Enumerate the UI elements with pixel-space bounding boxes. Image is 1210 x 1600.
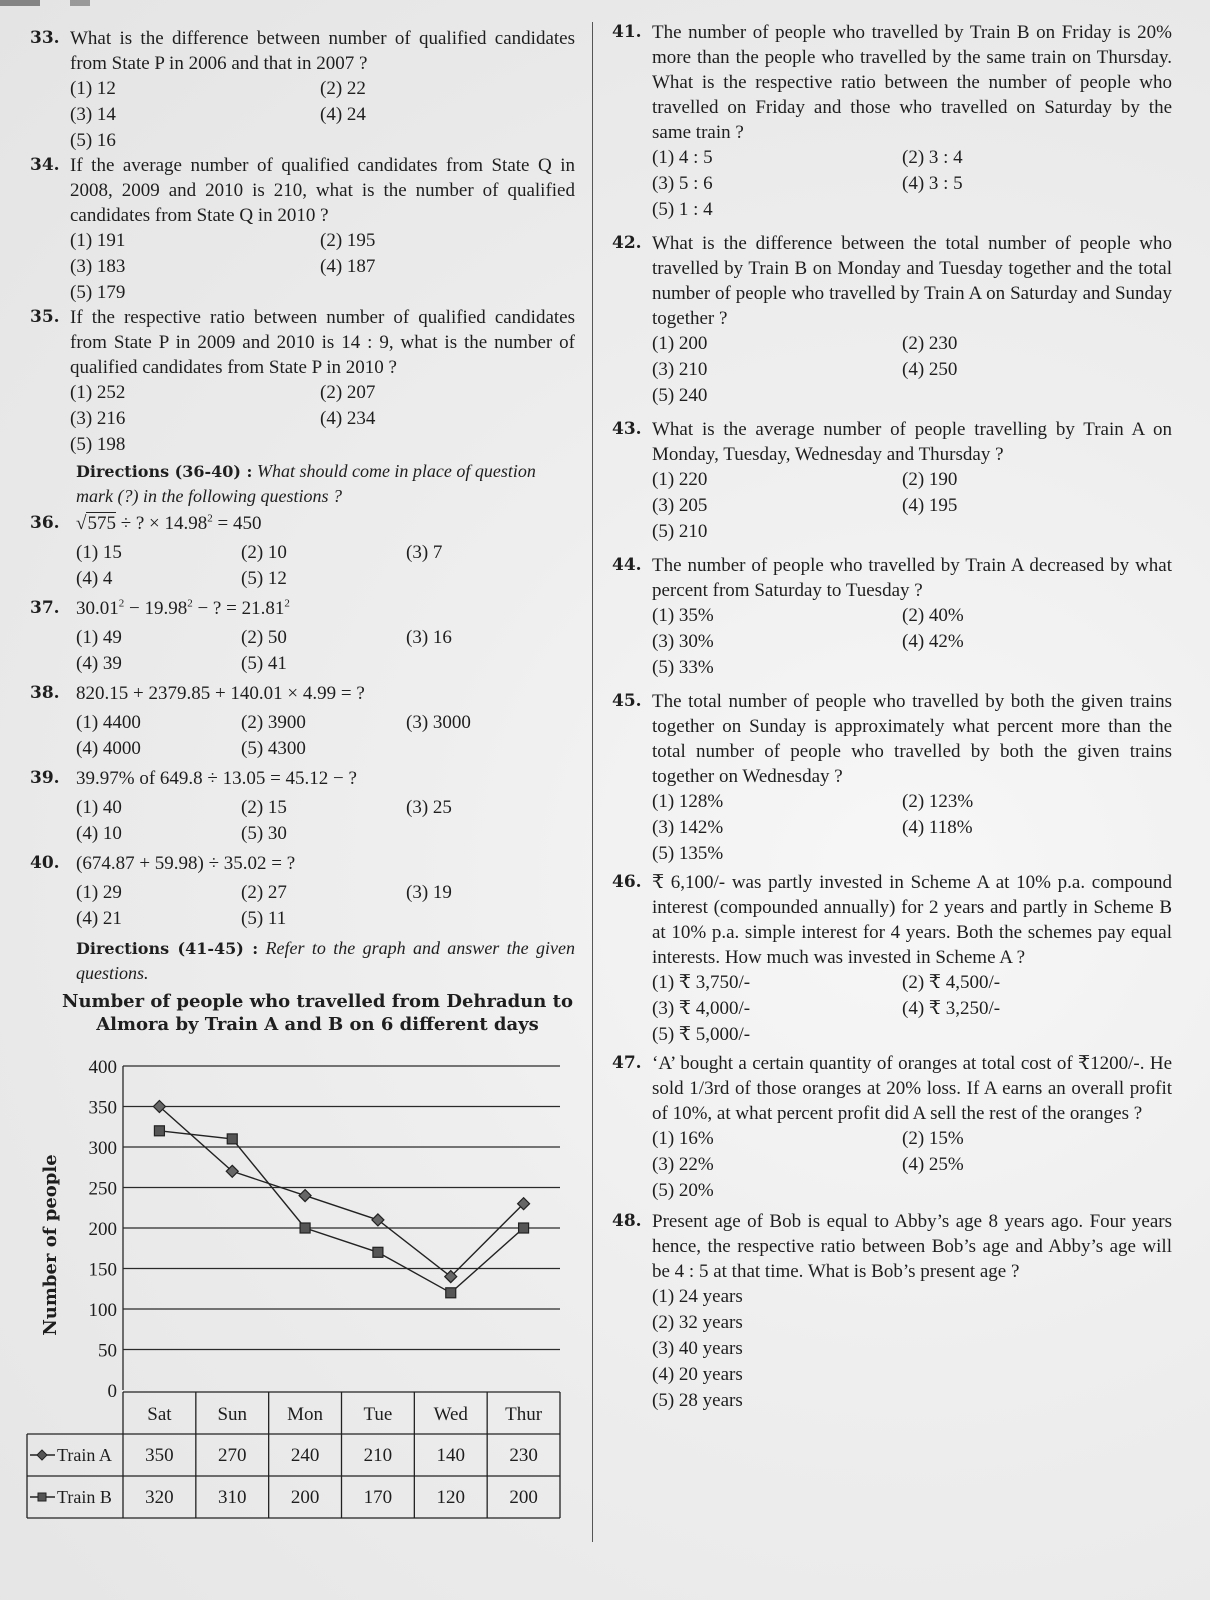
option-4: (4) 118%: [902, 817, 973, 838]
option-4: (4) ₹ 3,250/-: [902, 998, 1001, 1019]
question-33: [30, 26, 575, 153]
question-expression: (674.87 + 59.98) ÷ 35.02 = ?: [76, 853, 296, 874]
directions-label: Directions (41-45) :: [76, 939, 259, 958]
y-axis-label: Number of people: [40, 1154, 61, 1336]
question-number: 46.: [612, 872, 642, 892]
exponent: 2: [284, 597, 290, 610]
option-3: (3) 210: [652, 359, 708, 380]
option-1: (1) 12: [70, 78, 116, 99]
answer-options: [652, 970, 1172, 1047]
expression-part: ÷ ? × 14.98: [120, 513, 208, 534]
y-tick-label: 0: [107, 1381, 117, 1402]
marker-square: [446, 1288, 456, 1298]
chart-title: [60, 990, 575, 1036]
directions-41-45: [76, 936, 575, 986]
left-column: [30, 26, 575, 1036]
answer-options: [652, 1126, 1172, 1203]
gridlines: [123, 1066, 560, 1390]
question-text: What is the average number of people travelling by Train A on Monday, Tuesday, Wednesday and Thursday ?: [652, 419, 1172, 465]
marker-square: [227, 1134, 237, 1144]
option-5: (5) 1 : 4: [652, 199, 713, 220]
answer-options: [76, 880, 575, 932]
y-tick-label: 300: [88, 1138, 117, 1159]
question-number: 47.: [612, 1053, 642, 1073]
chart-svg: [0, 1045, 590, 1525]
exponent: 2: [187, 597, 193, 610]
option-1: (1) 252: [70, 382, 126, 403]
option-3: (3) 40 years: [652, 1338, 743, 1359]
y-tick-label: 350: [88, 1097, 117, 1119]
answer-options: [652, 145, 1172, 222]
option-2: (2) 50: [241, 627, 287, 648]
question-text: What is the difference between the total number of people who travelled by Train B on Monday and Tuesday together and the total number of people who travelled by Train A on Saturday and Sunday together ?: [652, 233, 1172, 329]
question-text: The number of people who travelled by Train B on Friday is 20% more than the people who travelled by the same train on Thursday. What is the respective ratio between the number of people who travelled on Friday and those who travelled on Saturday by the same train ?: [652, 22, 1172, 143]
radicand: 575: [87, 513, 116, 534]
question-number: 35.: [30, 307, 60, 327]
legend-label: Train A: [57, 1445, 112, 1465]
table-cell-value: 320: [145, 1487, 174, 1508]
option-3: (3) 142%: [652, 817, 724, 838]
question-number: 45.: [612, 691, 642, 711]
x-category-label: Tue: [363, 1404, 393, 1425]
option-1: (1) 16%: [652, 1128, 714, 1149]
answer-options: [76, 625, 575, 677]
option-5: (5) 33%: [652, 657, 714, 678]
legend-square-icon: [38, 1493, 46, 1501]
x-category-label: Sat: [147, 1404, 172, 1425]
table-cell-value: 200: [290, 1487, 320, 1508]
marker-square: [519, 1223, 529, 1233]
option-5: (5) 240: [652, 385, 708, 406]
option-2: (2) 207: [320, 382, 376, 403]
answer-options: [76, 540, 575, 592]
option-4: (4) 250: [902, 359, 958, 380]
question-36: [30, 511, 575, 592]
option-4: (4) 187: [320, 256, 376, 277]
question-44: [612, 553, 1172, 680]
answer-options: [70, 380, 575, 457]
question-expression: [76, 596, 575, 621]
question-48: [612, 1209, 1172, 1414]
question-39: [30, 766, 575, 847]
y-tick-label: 200: [88, 1219, 117, 1240]
option-5: (5) 41: [241, 653, 287, 674]
option-4: (4) 195: [902, 495, 958, 516]
answer-options: [70, 228, 575, 305]
question-34: [30, 153, 575, 305]
question-number: 42.: [612, 233, 642, 253]
directions-text: What should come in place of question mark (?) in the following questions ?: [76, 461, 536, 506]
table-cell-value: 240: [290, 1445, 320, 1466]
question-number: 48.: [612, 1211, 642, 1231]
legend-diamond-icon: [37, 1450, 47, 1460]
table-cell-value: 200: [509, 1487, 538, 1508]
right-column: [612, 20, 1172, 1414]
x-category-label: Thur: [505, 1404, 543, 1425]
marker-diamond: [299, 1190, 311, 1202]
question-expression: 820.15 + 2379.85 + 140.01 × 4.99 = ?: [76, 683, 365, 704]
option-2: (2) 3900: [241, 712, 306, 733]
option-2: (2) 10: [241, 542, 287, 563]
option-1: (1) 128%: [652, 791, 724, 812]
question-text: If the respective ratio between number of qualified candidates from State P in 2009 and 2010 is 14 : 9, what is the number of qualified candidates from State P in 2010 ?: [70, 307, 575, 378]
question-40: [30, 851, 575, 932]
option-1: (1) 4 : 5: [652, 147, 713, 168]
option-2: (2) 22: [320, 78, 366, 99]
option-3: (3) 5 : 6: [652, 173, 713, 194]
answer-options: [652, 603, 1172, 680]
answer-options: [652, 467, 1172, 544]
expression-part: = 450: [212, 513, 262, 534]
series-lines: [159, 1107, 523, 1293]
option-1: (1) 4400: [76, 712, 141, 733]
table-cell-value: 210: [363, 1445, 393, 1466]
answer-options: [652, 1284, 1172, 1414]
question-text: ₹ 6,100/- was partly invested in Scheme A at 10% p.a. compound interest (compounded annually) for 2 years and partly in Scheme B at 10% p.a. simple interest for 4 years. Both the schemes pay equal interests. How much was invested in Scheme A ?: [652, 872, 1172, 968]
marker-square: [154, 1126, 164, 1136]
option-5: (5) 16: [70, 130, 116, 151]
option-1: (1) ₹ 3,750/-: [652, 972, 751, 993]
question-37: [30, 596, 575, 677]
option-2: (2) 32 years: [652, 1312, 743, 1333]
question-42: [612, 231, 1172, 408]
option-2: (2) 195: [320, 230, 376, 251]
directions-36-40: [76, 459, 575, 509]
table-cell-value: 170: [363, 1487, 393, 1508]
option-1: (1) 191: [70, 230, 126, 251]
question-text: ‘A’ bought a certain quantity of oranges at total cost of ₹1200/-. He sold 1/3rd of those oranges at 20% loss. If A earns an overall profit of 10%, at what percent profit did A sell the rest of the oranges ?: [652, 1053, 1172, 1124]
option-4: (4) 24: [320, 104, 366, 125]
question-46: [612, 870, 1172, 1047]
option-2: (2) 3 : 4: [902, 147, 963, 168]
option-5: (5) 30: [241, 823, 287, 844]
option-3: (3) 205: [652, 495, 708, 516]
option-2: (2) 27: [241, 882, 287, 903]
option-4: (4) 4: [76, 568, 113, 589]
option-5: (5) 28 years: [652, 1390, 743, 1411]
option-3: (3) 22%: [652, 1154, 714, 1175]
option-5: (5) 20%: [652, 1180, 714, 1201]
marker-square: [300, 1223, 310, 1233]
option-1: (1) 200: [652, 333, 708, 354]
x-category-label: Mon: [287, 1404, 324, 1425]
option-5: (5) 210: [652, 521, 708, 542]
option-4: (4) 39: [76, 653, 122, 674]
option-3: (3) 25: [406, 797, 452, 818]
table-cell-value: 310: [218, 1487, 247, 1508]
column-divider: [592, 22, 593, 1542]
option-3: (3) 30%: [652, 631, 714, 652]
y-tick-label: 250: [88, 1178, 117, 1200]
table-cell-value: 230: [509, 1445, 538, 1466]
option-1: (1) 15: [76, 542, 122, 563]
question-43: [612, 417, 1172, 544]
table-cell-value: 350: [145, 1445, 174, 1466]
y-tick-label: 150: [88, 1259, 117, 1281]
line-chart: [0, 1045, 590, 1525]
question-35: [30, 305, 575, 457]
option-1: (1) 35%: [652, 605, 714, 626]
marker-square: [373, 1247, 383, 1257]
x-category-label: Wed: [433, 1404, 468, 1425]
option-3: (3) 19: [406, 882, 452, 903]
question-number: 36.: [30, 513, 60, 533]
data-table: [27, 1392, 560, 1518]
option-2: (2) 123%: [902, 791, 974, 812]
answer-options: [70, 76, 575, 153]
y-tick-label: 50: [98, 1340, 117, 1362]
option-5: (5) 4300: [241, 738, 306, 759]
answer-options: [652, 331, 1172, 408]
option-3: (3) 216: [70, 408, 126, 429]
expression-part: − 19.98: [124, 598, 188, 619]
option-3: (3) 183: [70, 256, 126, 277]
y-tick-label: 100: [88, 1300, 117, 1321]
option-3: (3) 14: [70, 104, 116, 125]
answer-options: [652, 789, 1172, 866]
option-5: (5) 198: [70, 434, 126, 455]
option-4: (4) 21: [76, 908, 122, 929]
option-2: (2) 190: [902, 469, 958, 490]
option-4: (4) 234: [320, 408, 376, 429]
question-expression: 39.97% of 649.8 ÷ 13.05 = 45.12 − ?: [76, 768, 357, 789]
question-45: [612, 689, 1172, 866]
x-category-label: Sun: [217, 1404, 248, 1425]
option-2: (2) 15: [241, 797, 287, 818]
option-4: (4) 3 : 5: [902, 173, 963, 194]
chart-title-line-2: Almora by Train A and B on 6 different days: [96, 1014, 539, 1035]
option-3: (3) ₹ 4,000/-: [652, 998, 751, 1019]
option-3: (3) 3000: [406, 712, 471, 733]
exponent: 2: [118, 597, 125, 610]
directions-text: Refer to the graph and answer the given questions.: [76, 938, 575, 983]
option-2: (2) 40%: [902, 605, 964, 626]
option-4: (4) 4000: [76, 738, 141, 759]
option-5: (5) 11: [241, 908, 287, 929]
question-expression: √575 ÷ ? × $14.98^2 = 450$: [76, 512, 262, 534]
option-1: (1) 24 years: [652, 1286, 743, 1307]
table-cell-value: 270: [218, 1445, 247, 1466]
y-tick-label: 400: [88, 1057, 117, 1078]
question-number: 38.: [30, 683, 60, 703]
question-number: 33.: [30, 28, 60, 48]
option-5: (5) 12: [241, 568, 287, 589]
option-1: (1) 49: [76, 627, 122, 648]
marker-diamond: [372, 1214, 384, 1226]
option-5: (5) ₹ 5,000/-: [652, 1024, 751, 1045]
option-5: (5) 179: [70, 282, 126, 303]
option-2: (2) ₹ 4,500/-: [902, 972, 1001, 993]
answer-options: [76, 710, 575, 762]
question-text: The number of people who travelled by Train A decreased by what percent from Saturday to Tuesday ?: [652, 555, 1172, 601]
option-4: (4) 20 years: [652, 1364, 743, 1385]
option-3: (3) 7: [406, 542, 443, 563]
table-cell-value: 140: [436, 1445, 465, 1466]
option-2: (2) 15%: [902, 1128, 964, 1149]
exponent: 2: [207, 512, 213, 525]
question-number: 37.: [30, 598, 60, 618]
option-4: (4) 25%: [902, 1154, 964, 1175]
question-number: 44.: [612, 555, 642, 575]
option-1: (1) 29: [76, 882, 122, 903]
question-38: [30, 681, 575, 762]
chart-title-line-1: Number of people who travelled from Dehradun to: [62, 991, 573, 1012]
legend-label: Train B: [57, 1487, 112, 1507]
question-number: 40.: [30, 853, 60, 873]
directions-label: Directions (36-40) :: [76, 462, 253, 481]
expression-part: − ? = 21.81: [192, 598, 285, 619]
question-text: What is the difference between number of qualified candidates from State P in 2006 and that in 2007 ?: [70, 28, 575, 74]
option-1: (1) 220: [652, 469, 708, 490]
answer-options: [76, 795, 575, 847]
option-4: (4) 10: [76, 823, 122, 844]
question-number: 39.: [30, 768, 60, 788]
option-2: (2) 230: [902, 333, 958, 354]
option-1: (1) 40: [76, 797, 122, 818]
question-text: The total number of people who travelled by both the given trains together on Sunday is approximately what percent more than the total number of people who travelled by both the given trains together on Wednesday ?: [652, 691, 1172, 787]
question-47: [612, 1051, 1172, 1203]
question-number: 41.: [612, 22, 642, 42]
question-number: 34.: [30, 155, 60, 175]
option-3: (3) 16: [406, 627, 452, 648]
question-text: Present age of Bob is equal to Abby’s age 8 years ago. Four years hence, the respective ratio between Bob’s age and Abby’s age will be 4 : 5 at that time. What is Bob’s present age ?: [652, 1211, 1172, 1282]
question-41: [612, 20, 1172, 222]
option-4: (4) 42%: [902, 631, 964, 652]
page-header-fragment: [0, 0, 600, 6]
option-5: (5) 135%: [652, 843, 724, 864]
expression-part: 30.01: [76, 598, 119, 619]
question-number: 43.: [612, 419, 642, 439]
table-cell-value: 120: [436, 1487, 465, 1508]
series-line-train-a: [159, 1107, 523, 1277]
y-tick-labels: [89, 1057, 118, 1402]
question-text: If the average number of qualified candidates from State Q in 2008, 2009 and 2010 is 210, what is the number of qualified candidates from State Q in 2010 ?: [70, 155, 575, 226]
